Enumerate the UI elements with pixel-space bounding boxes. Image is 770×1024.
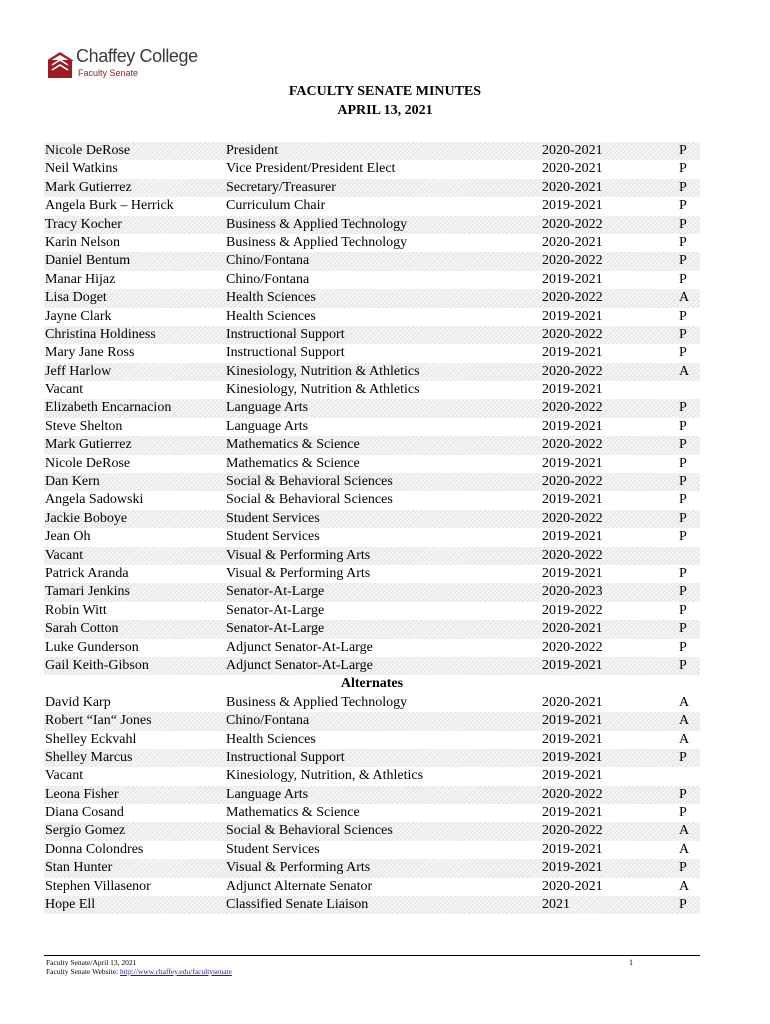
member-attendance: P [679, 437, 687, 453]
member-attendance: P [679, 860, 687, 876]
member-position: Instructional Support [226, 749, 345, 765]
member-attendance: P [679, 897, 687, 913]
member-attendance: P [679, 418, 687, 434]
senator-row [44, 491, 700, 509]
member-term: 2020-2021 [542, 179, 603, 195]
member-name: Mary Jane Ross [45, 345, 135, 361]
member-position: Mathematics & Science [226, 455, 360, 471]
member-attendance: P [679, 510, 687, 526]
member-attendance: P [679, 179, 687, 195]
member-position: Social & Behavioral Sciences [226, 492, 393, 508]
member-name: Stan Hunter [45, 860, 113, 876]
member-position: Visual & Performing Arts [226, 565, 371, 581]
member-position: Chino/Fontana [226, 271, 310, 287]
member-name: Jayne Clark [45, 308, 112, 324]
member-name: Tamari Jenkins [45, 584, 130, 600]
alternate-row [44, 822, 700, 840]
member-term: 2019-2021 [542, 841, 603, 857]
member-term: 2019-2021 [542, 345, 603, 361]
footer-website-label: Faculty Senate Website: [46, 967, 119, 976]
member-attendance: P [679, 492, 687, 508]
chaffey-logo-icon [48, 52, 74, 78]
member-term: 2019-2022 [542, 602, 603, 618]
member-position: Secretary/Treasurer [226, 179, 336, 195]
chaffey-college-logo [48, 46, 208, 82]
member-term: 2020-2022 [542, 510, 603, 526]
member-attendance: P [679, 455, 687, 471]
member-position: Senator-At-Large [226, 584, 325, 600]
member-term: 2020-2022 [542, 474, 603, 490]
member-name: Sergio Gomez [45, 823, 126, 839]
member-name: Christina Holdiness [45, 326, 156, 342]
senator-row [44, 271, 700, 289]
member-attendance: A [679, 731, 690, 747]
senator-row [44, 363, 700, 381]
member-term: 2020-2021 [542, 621, 603, 637]
member-name: Shelley Eckvahl [45, 731, 137, 747]
member-position: Kinesiology, Nutrition, & Athletics [226, 768, 424, 784]
senator-row [44, 289, 700, 307]
senator-row [44, 418, 700, 436]
member-position: Visual & Performing Arts [226, 860, 371, 876]
member-name: Stephen Villasenor [45, 878, 151, 894]
member-position: Vice President/President Elect [226, 161, 396, 177]
member-name: Gail Keith-Gibson [45, 657, 149, 673]
senator-row [44, 234, 700, 252]
senator-row [44, 639, 700, 657]
member-term: 2019-2021 [542, 418, 603, 434]
senator-row [44, 197, 700, 215]
member-term: 2020-2022 [542, 639, 603, 655]
member-name: Neil Watkins [45, 161, 118, 177]
member-name: Hope Ell [45, 897, 96, 913]
faculty-senate-link[interactable]: http://www.chaffey.edu/facultysenate [120, 967, 232, 976]
member-term: 2020-2022 [542, 400, 603, 416]
member-term: 2019-2021 [542, 860, 603, 876]
footer-website-line [46, 967, 232, 976]
member-name: Jackie Boboye [45, 510, 128, 526]
member-position: Student Services [226, 841, 320, 857]
attendance-roster [44, 142, 700, 914]
member-name: Vacant [45, 382, 84, 398]
senator-row [44, 528, 700, 546]
member-name: Robert “Ian“ Jones [45, 713, 152, 729]
member-name: Mark Gutierrez [45, 437, 132, 453]
member-position: Mathematics & Science [226, 805, 360, 821]
member-position: Curriculum Chair [226, 198, 326, 214]
member-term: 2019-2021 [542, 749, 603, 765]
member-position: Language Arts [226, 400, 309, 416]
member-name: Steve Shelton [45, 418, 123, 434]
senator-row [44, 252, 700, 270]
alternate-row [44, 731, 700, 749]
member-term: 2020-2022 [542, 823, 603, 839]
member-position: Senator-At-Large [226, 621, 325, 637]
member-attendance: P [679, 161, 687, 177]
member-position: Business & Applied Technology [226, 216, 408, 232]
member-name: Tracy Kocher [45, 216, 122, 232]
senator-row [44, 381, 700, 399]
member-position: President [226, 143, 279, 158]
member-term: 2020-2022 [542, 326, 603, 342]
senator-row [44, 308, 700, 326]
member-attendance: P [679, 639, 687, 655]
member-term: 2020-2022 [542, 253, 603, 269]
alternate-row [44, 767, 700, 785]
member-name: Donna Colondres [45, 841, 144, 857]
senator-row [44, 565, 700, 583]
member-term: 2020-2022 [542, 290, 603, 306]
member-attendance: A [679, 823, 690, 839]
member-position: Senator-At-Large [226, 602, 325, 618]
member-name: Luke Gunderson [45, 639, 139, 655]
member-position: Visual & Performing Arts [226, 547, 371, 563]
senator-row [44, 455, 700, 473]
footer-line: Faculty Senate/April 13, 2021 [46, 958, 137, 967]
member-position: Kinesiology, Nutrition & Athletics [226, 382, 420, 398]
member-position: Instructional Support [226, 326, 345, 342]
member-attendance: P [679, 308, 687, 324]
member-position: Instructional Support [226, 345, 345, 361]
member-term: 2019-2021 [542, 455, 603, 471]
member-position: Business & Applied Technology [226, 694, 408, 710]
member-position: Language Arts [226, 786, 309, 802]
member-position: Classified Senate Liaison [226, 897, 369, 913]
member-position: Adjunct Senator-At-Large [226, 639, 373, 655]
member-name: Shelley Marcus [45, 749, 133, 765]
page-footer [46, 958, 232, 976]
member-position: Mathematics & Science [226, 437, 360, 453]
senator-row [44, 436, 700, 454]
member-term: 2019-2021 [542, 529, 603, 545]
member-attendance: P [679, 602, 687, 618]
member-name: Manar Hijaz [45, 271, 116, 287]
member-name: Robin Witt [45, 602, 107, 618]
senator-row [44, 399, 700, 417]
member-attendance: P [679, 474, 687, 490]
member-attendance: P [679, 253, 687, 269]
member-term: 2019-2021 [542, 308, 603, 324]
member-attendance: P [679, 786, 687, 802]
member-name: David Karp [45, 694, 111, 710]
member-attendance: A [679, 694, 690, 710]
senator-row [44, 620, 700, 638]
member-term: 2019-2021 [542, 731, 603, 747]
member-name: Nicole DeRose [45, 143, 131, 158]
member-position: Health Sciences [226, 308, 316, 324]
member-attendance: A [679, 878, 690, 894]
alternate-row [44, 841, 700, 859]
alternate-row [44, 804, 700, 822]
member-term: 2019-2021 [542, 805, 603, 821]
member-attendance: P [679, 143, 687, 158]
member-name: Daniel Bentum [45, 253, 131, 269]
member-attendance: P [679, 657, 687, 673]
member-term: 2019-2021 [542, 768, 603, 784]
member-attendance: P [679, 271, 687, 287]
member-term: 2019-2021 [542, 271, 603, 287]
member-name: Nicole DeRose [45, 455, 131, 471]
member-name: Vacant [45, 547, 84, 563]
member-term: 2020-2021 [542, 694, 603, 710]
member-position: Chino/Fontana [226, 713, 310, 729]
member-name: Leona Fisher [45, 786, 119, 802]
member-attendance: P [679, 529, 687, 545]
alternate-row [44, 712, 700, 730]
alternates-heading: Alternates [340, 676, 404, 692]
member-attendance: P [679, 584, 687, 600]
member-attendance: P [679, 216, 687, 232]
member-term: 2020-2023 [542, 584, 603, 600]
page-number: 1 [629, 958, 633, 967]
member-position: Student Services [226, 529, 320, 545]
senator-row [44, 179, 700, 197]
document-title: FACULTY SENATE MINUTES [288, 84, 482, 99]
member-attendance: A [679, 363, 690, 379]
senator-row [44, 142, 700, 160]
member-position: Social & Behavioral Sciences [226, 823, 393, 839]
member-attendance: P [679, 326, 687, 342]
member-attendance: P [679, 234, 687, 250]
member-name: Angela Burk – Herrick [45, 198, 174, 214]
member-term: 2019-2021 [542, 657, 603, 673]
senator-row [44, 473, 700, 491]
member-position: Kinesiology, Nutrition & Athletics [226, 363, 420, 379]
logo-subtitle: Faculty Senate [78, 68, 139, 78]
senator-row [44, 657, 700, 675]
member-term: 2021 [542, 897, 570, 913]
senator-row [44, 160, 700, 178]
member-term: 2020-2022 [542, 437, 603, 453]
logo-college-name: Chaffey College [76, 46, 198, 66]
member-position: Language Arts [226, 418, 309, 434]
member-attendance: P [679, 198, 687, 214]
senator-row [44, 583, 700, 601]
member-position: Health Sciences [226, 290, 316, 306]
member-attendance: P [679, 621, 687, 637]
member-position: Student Services [226, 510, 320, 526]
senator-row [44, 326, 700, 344]
member-attendance: P [679, 749, 687, 765]
member-name: Dan Kern [45, 474, 100, 490]
member-name: Karin Nelson [45, 234, 121, 250]
member-name: Jeff Harlow [45, 363, 112, 379]
footer-divider [44, 955, 700, 956]
member-term: 2019-2021 [542, 565, 603, 581]
member-attendance: P [679, 805, 687, 821]
senator-row [44, 547, 700, 565]
member-attendance: P [679, 400, 687, 416]
member-attendance: P [679, 345, 687, 361]
alternate-row [44, 859, 700, 877]
member-attendance: A [679, 713, 690, 729]
member-term: 2020-2022 [542, 216, 603, 232]
member-position: Health Sciences [226, 731, 316, 747]
member-name: Vacant [45, 768, 84, 784]
member-term: 2019-2021 [542, 198, 603, 214]
member-name: Sarah Cotton [45, 621, 119, 637]
member-name: Patrick Aranda [45, 565, 129, 581]
member-position: Business & Applied Technology [226, 234, 408, 250]
member-term: 2019-2021 [542, 713, 603, 729]
member-term: 2020-2022 [542, 786, 603, 802]
member-name: Jean Oh [45, 529, 91, 545]
alternate-row [44, 786, 700, 804]
member-term: 2019-2021 [542, 492, 603, 508]
member-position: Chino/Fontana [226, 253, 310, 269]
member-position: Adjunct Senator-At-Large [226, 657, 373, 673]
member-term: 2020-2021 [542, 143, 603, 158]
senator-row [44, 510, 700, 528]
alternate-row [44, 749, 700, 767]
member-attendance: P [679, 565, 687, 581]
member-term: 2020-2021 [542, 878, 603, 894]
member-name: Elizabeth Encarnacion [45, 400, 172, 416]
member-name: Diana Cosand [45, 805, 124, 821]
senator-row [44, 216, 700, 234]
member-position: Social & Behavioral Sciences [226, 474, 393, 490]
member-term: 2020-2022 [542, 363, 603, 379]
document-date: APRIL 13, 2021 [337, 103, 433, 118]
member-name: Angela Sadowski [45, 492, 144, 508]
member-position: Adjunct Alternate Senator [226, 878, 373, 894]
alternate-row [44, 694, 700, 712]
member-term: 2019-2021 [542, 382, 603, 398]
alternate-row [44, 896, 700, 914]
member-term: 2020-2022 [542, 547, 603, 563]
senator-row [44, 344, 700, 362]
member-term: 2020-2021 [542, 234, 603, 250]
alternate-row [44, 878, 700, 896]
member-name: Lisa Doget [45, 290, 107, 306]
member-term: 2020-2021 [542, 161, 603, 177]
member-attendance: A [679, 841, 690, 857]
member-attendance: A [679, 290, 690, 306]
senator-row [44, 602, 700, 620]
member-name: Mark Gutierrez [45, 179, 132, 195]
